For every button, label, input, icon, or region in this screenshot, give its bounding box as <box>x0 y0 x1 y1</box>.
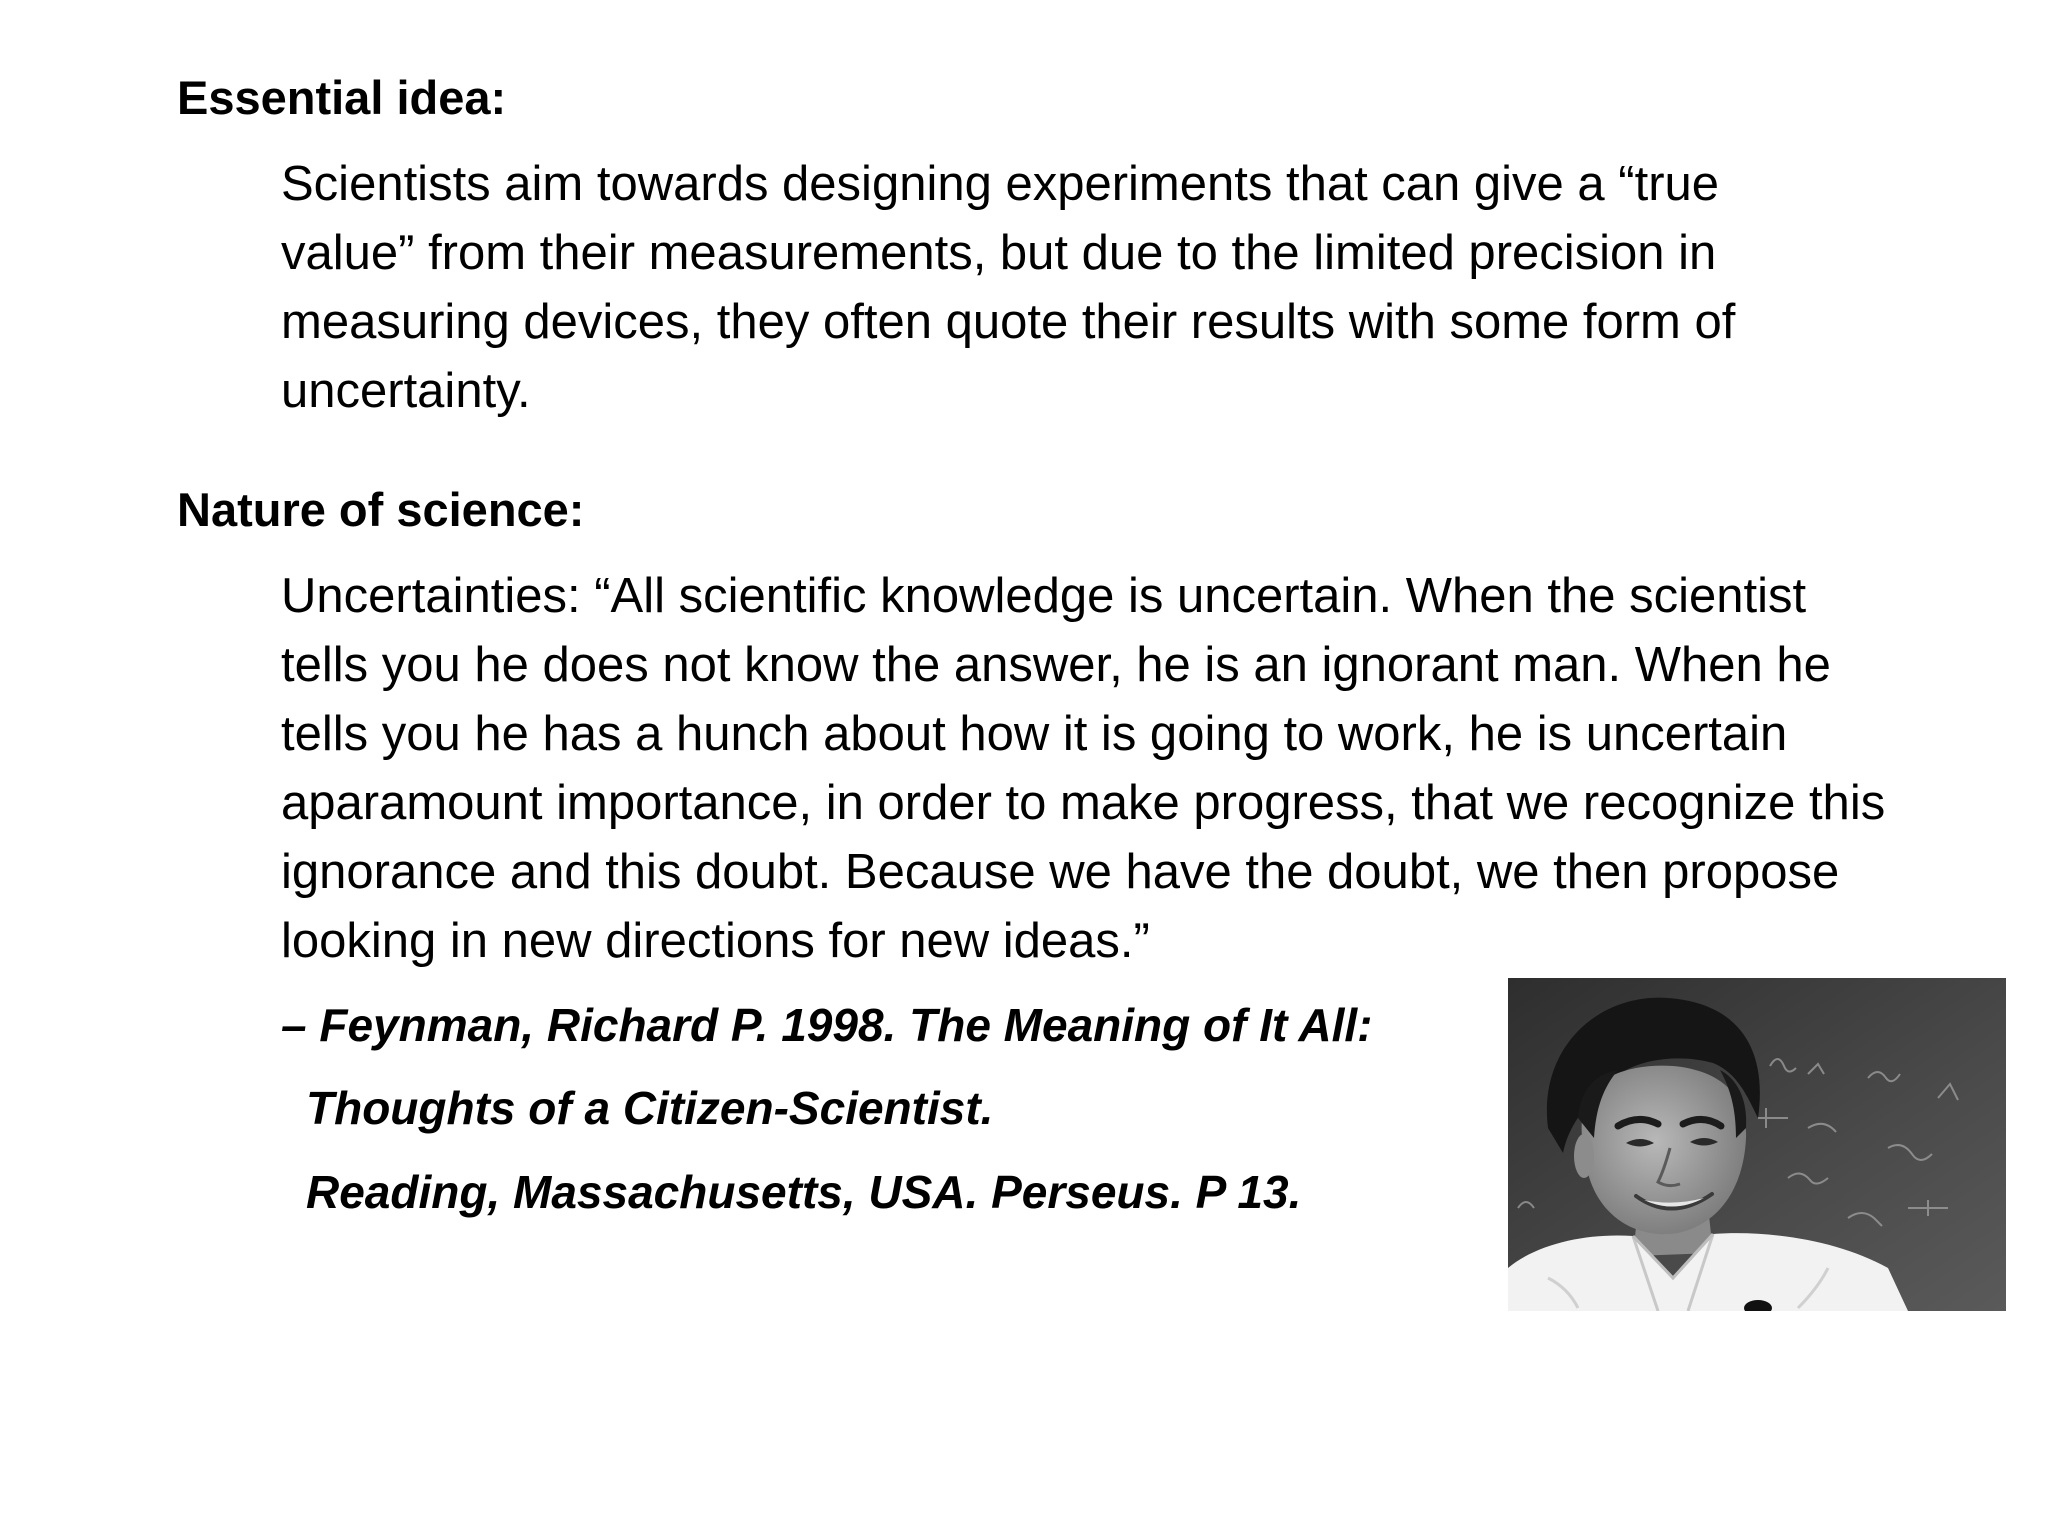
nature-of-science-heading: Nature of science: <box>177 483 585 536</box>
quote-line: ignorance and this doubt. Because we have the doubt, we then propose <box>281 845 1840 899</box>
portrait-photo <box>1508 978 2006 1311</box>
quote-line: Uncertainties: “All scientific knowledge is uncertain. When the scientist <box>281 569 1807 623</box>
essential-idea-heading: Essential idea: <box>177 71 507 124</box>
citation-line-3: Reading, Massachusetts, USA. Perseus. P 13. <box>306 1166 1302 1218</box>
citation-line-1: – Feynman, Richard P. 1998. The Meaning of It All: <box>281 999 1373 1051</box>
essential-line: Scientists aim towards designing experiments that can give a “true <box>281 157 1720 211</box>
quote-line: tells you he does not know the answer, he is an ignorant man. When he <box>281 638 1831 692</box>
nature-of-science-quote <box>281 562 1885 976</box>
quote-line: tells you he has a hunch about how it is going to work, he is uncertain <box>281 707 1788 761</box>
quote-line: looking in new directions for new ideas.” <box>281 914 1150 968</box>
essential-line: measuring devices, they often quote their results with some form of <box>281 295 1736 349</box>
quote-line: aparamount importance, in order to make progress, that we recognize this <box>281 776 1886 830</box>
essential-line: uncertainty. <box>281 364 531 418</box>
citation-line-2: Thoughts of a Citizen-Scientist. <box>306 1082 994 1134</box>
essential-line: value” from their measurements, but due to the limited precision in <box>281 226 1717 280</box>
portrait-photo-illustration <box>1508 978 2006 1311</box>
essential-idea-text <box>281 150 1735 426</box>
